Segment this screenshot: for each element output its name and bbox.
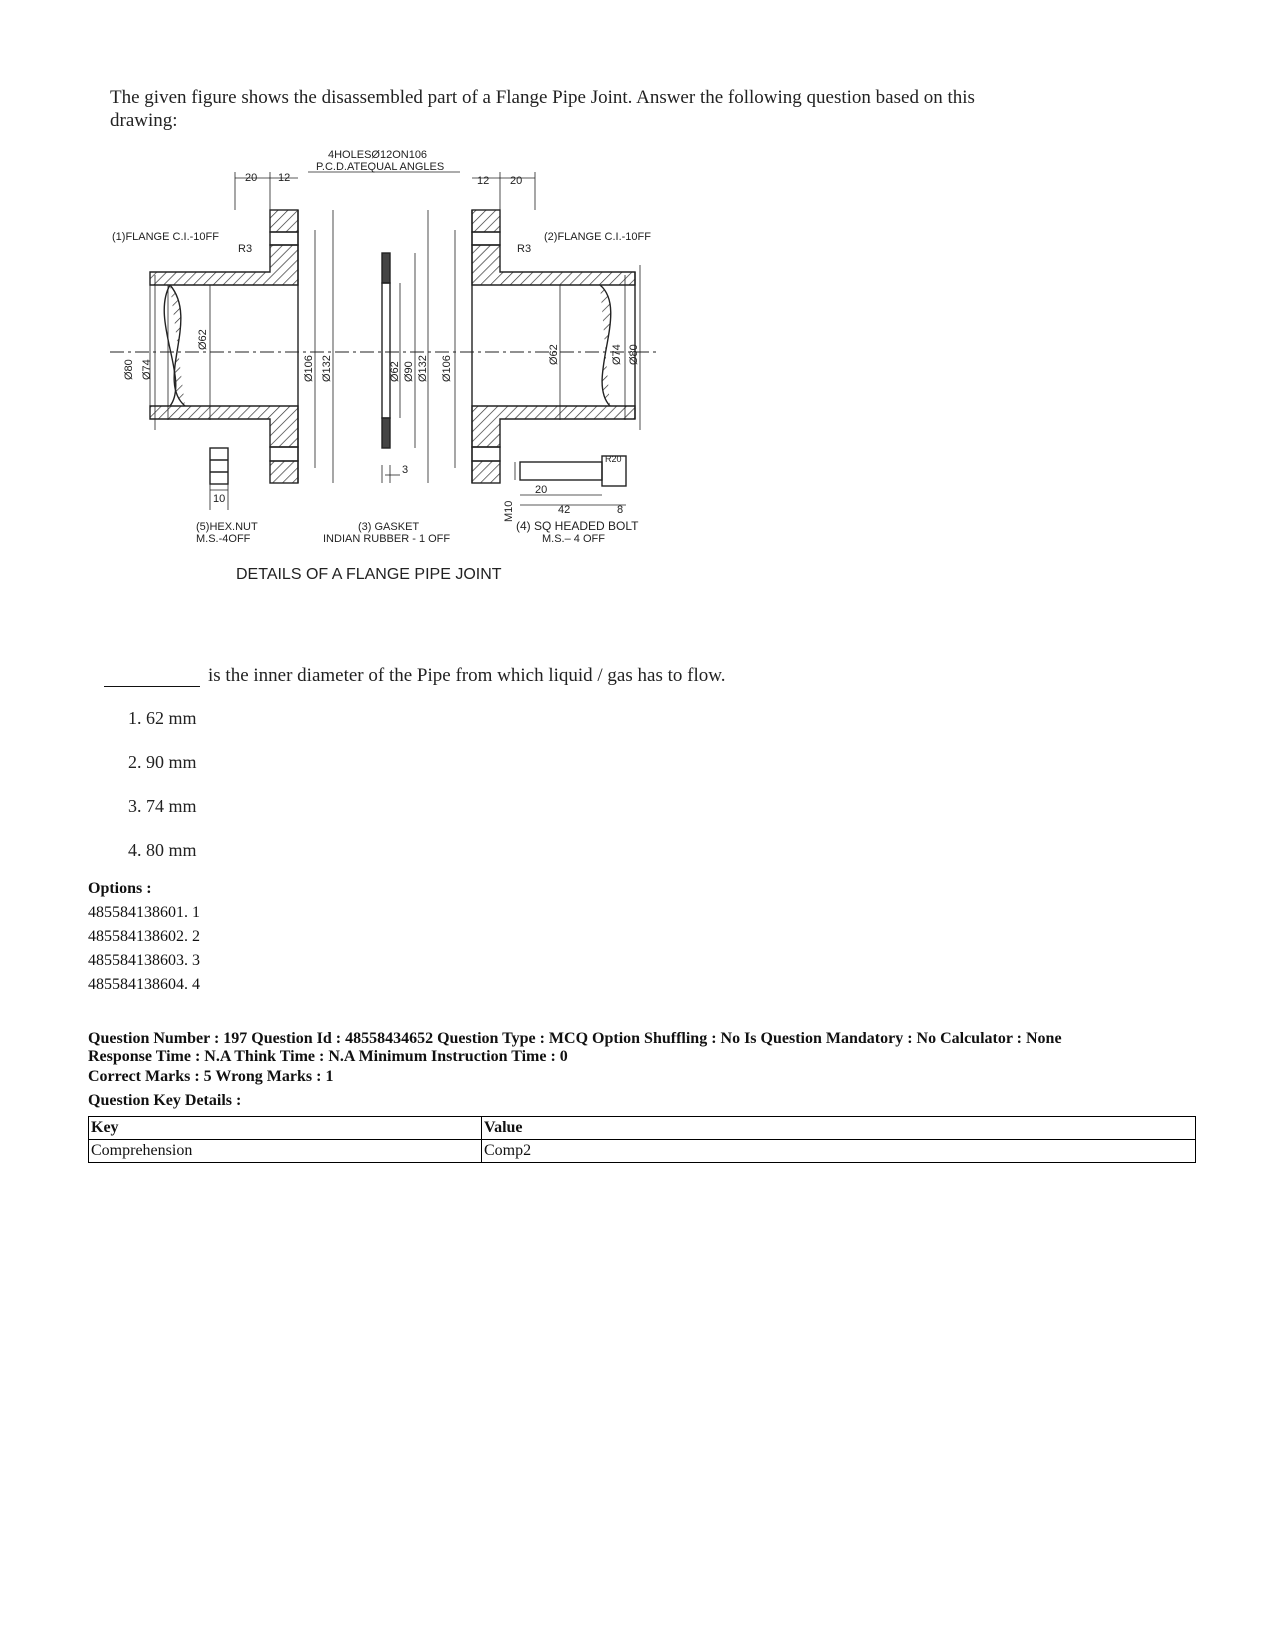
gasket-thickness: 3 (402, 464, 409, 476)
options-title: Options : (88, 880, 152, 897)
bolt-dim-8: 8 (617, 504, 624, 516)
question-text: is the inner diameter of the Pipe from which liquid / gas has to flow. (208, 665, 726, 686)
table-header-key: Key (89, 1117, 482, 1140)
options-block (88, 877, 200, 997)
option-row: 485584138604. 4 (88, 976, 200, 993)
metadata-line-2: Response Time : N.A Think Time : N.A Minimum Instruction Time : 0 (88, 1048, 568, 1065)
marks-line: Correct Marks : 5 Wrong Marks : 1 (88, 1068, 334, 1085)
gasket-label-2: INDIAN RUBBER - 1 OFF (323, 533, 451, 545)
right-dim-20: 20 (510, 175, 523, 187)
bolt-dim-20: 20 (535, 484, 548, 496)
bolt-r20: R20 (605, 454, 622, 464)
flange-pipe-joint-drawing (110, 150, 710, 620)
figure-caption: DETAILS OF A FLANGE PIPE JOINT (236, 566, 502, 583)
gasket-d132: Ø132 (417, 355, 429, 382)
bolt-dim-42: 42 (558, 504, 571, 516)
gasket-d62: Ø62 (389, 361, 401, 382)
d74-left: Ø74 (141, 359, 153, 380)
d106-right: Ø106 (441, 355, 453, 382)
bolt-m10: M10 (503, 500, 515, 522)
table-header-row (89, 1117, 1196, 1140)
r3-left: R3 (238, 243, 253, 255)
d62-left: Ø62 (197, 329, 209, 350)
bolt-label-1: (4) SQ HEADED BOLT (516, 519, 639, 533)
top-note-1: 4HOLESØ12ON106 (328, 150, 428, 161)
r3-right: R3 (517, 243, 532, 255)
left-dim-12: 12 (278, 172, 291, 184)
option-row: 485584138603. 3 (88, 952, 200, 969)
flange2-label: (2)FLANGE C.I.-10FF (544, 231, 651, 243)
top-note-2: P.C.D.ATEQUAL ANGLES (316, 161, 445, 173)
choice-list (128, 707, 197, 883)
gasket-d90: Ø90 (403, 361, 415, 382)
right-dim-12: 12 (477, 175, 490, 187)
question-stem (104, 665, 725, 687)
choice-2: 2. 90 mm (128, 752, 197, 772)
table-cell-key: Comprehension (89, 1140, 482, 1163)
metadata-line-1: Question Number : 197 Question Id : 48558434652 Question Type : MCQ Option Shuffling : No Is Question Mandatory : No Calculator : None (88, 1030, 1062, 1047)
d74-right: Ø74 (611, 344, 623, 365)
d80-right: Ø80 (628, 344, 640, 365)
key-details-title: Question Key Details : (88, 1092, 242, 1109)
d106-left: Ø106 (303, 355, 315, 382)
intro-text: The given figure shows the disassembled part of a Flange Pipe Joint. Answer the following question based on this drawing: (110, 87, 975, 131)
option-row: 485584138601. 1 (88, 904, 200, 921)
flange1-label: (1)FLANGE C.I.-10FF (112, 231, 219, 243)
table-row (89, 1140, 1196, 1163)
table-header-value: Value (482, 1117, 1196, 1140)
table-cell-value: Comp2 (482, 1140, 1196, 1163)
question-metadata (88, 1030, 1198, 1066)
gasket-label-1: (3) GASKET (358, 521, 420, 533)
option-row: 485584138602. 2 (88, 928, 200, 945)
answer-blank (104, 668, 200, 687)
choice-3: 3. 74 mm (128, 796, 197, 816)
nut-label-2: M.S.-4OFF (196, 533, 251, 545)
d80-left: Ø80 (123, 359, 135, 380)
d62-right: Ø62 (548, 344, 560, 365)
choice-4: 4. 80 mm (128, 840, 197, 860)
key-details-table (88, 1116, 1196, 1163)
nut-dim: 10 (213, 493, 226, 505)
d132-left: Ø132 (321, 355, 333, 382)
nut-label-1: (5)HEX.NUT (196, 521, 258, 533)
left-dim-20: 20 (245, 172, 258, 184)
choice-1: 1. 62 mm (128, 708, 197, 728)
bolt-label-2: M.S.– 4 OFF (542, 533, 605, 545)
